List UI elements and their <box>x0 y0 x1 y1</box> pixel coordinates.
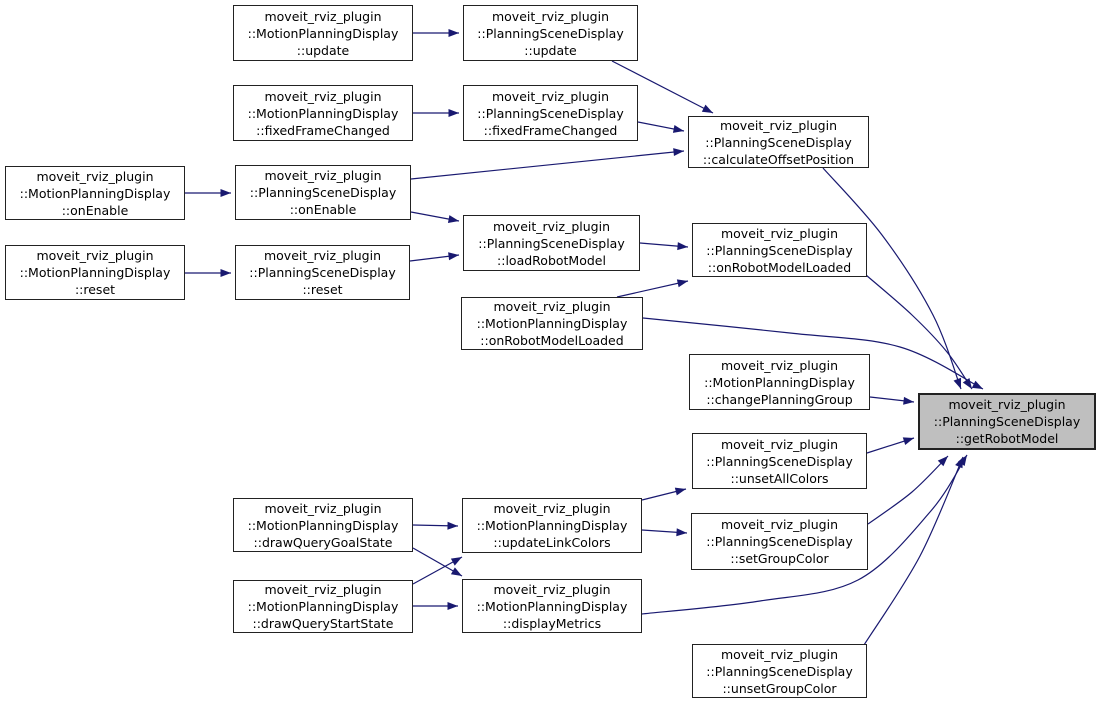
node-label-line: moveit_rviz_plugin <box>491 88 610 104</box>
node-label-line: ::PlanningSceneDisplay <box>477 25 624 41</box>
node-label-line: ::changePlanningGroup <box>706 391 853 407</box>
graph-node-mpd-displaymetrics[interactable] <box>462 579 642 633</box>
edge-psd-onrobotmodelloaded-to-psd-getrobotmodel <box>866 275 972 389</box>
node-label-line: ::onRobotModelLoaded <box>707 259 852 275</box>
node-label-line: moveit_rviz_plugin <box>492 218 611 234</box>
node-label-line: ::onEnable <box>289 202 357 217</box>
edge-mpd-changeplanninggroup-to-psd-getrobotmodel <box>870 397 914 402</box>
edge-mpd-updatelinkcolors-to-psd-unsetallcolors <box>642 489 686 500</box>
node-label-line: ::drawQueryStartState <box>252 616 394 631</box>
node-label-line: moveit_rviz_plugin <box>264 88 382 104</box>
node-label-line: ::PlanningSceneDisplay <box>706 453 853 469</box>
node-label-line: ::calculateOffsetPosition <box>702 151 855 167</box>
edge-psd-setgroupcolor-to-psd-getrobotmodel <box>868 456 948 524</box>
node-label-line: moveit_rviz_plugin <box>720 225 839 241</box>
node-label-line: moveit_rviz_plugin <box>264 582 382 597</box>
edge-psd-loadrobotmodel-to-psd-onrobotmodelloaded <box>640 243 688 247</box>
node-label-line: moveit_rviz_plugin <box>720 436 839 452</box>
edge-mpd-drawquerystartstate-to-mpd-updatelinkcolors <box>413 557 462 584</box>
node-label-line: ::MotionPlanningDisplay <box>19 185 171 201</box>
node-label-line: ::update <box>524 42 577 58</box>
edge-mpd-drawquerygoalstate-to-mpd-displaymetrics <box>413 548 462 576</box>
graph-node-psd-unsetallcolors[interactable] <box>692 433 867 489</box>
node-label-line: ::PlanningSceneDisplay <box>477 105 624 121</box>
graph-node-psd-onenable[interactable] <box>235 165 411 220</box>
graph-node-mpd-onenable[interactable] <box>5 166 185 220</box>
graph-node-mpd-updatelinkcolors[interactable] <box>462 498 642 553</box>
node-label-line: ::MotionPlanningDisplay <box>19 265 171 280</box>
node-label-line: ::setGroupColor <box>730 551 829 566</box>
edge-mpd-onrobotmodelloaded-to-psd-onrobotmodelloaded <box>617 281 688 297</box>
graph-node-mpd-reset[interactable] <box>5 245 185 300</box>
node-label-line: ::fixedFrameChanged <box>256 122 390 138</box>
node-label-line: moveit_rviz_plugin <box>264 500 382 516</box>
node-label-line: ::unsetGroupColor <box>722 680 837 696</box>
node-label-line: moveit_rviz_plugin <box>493 501 611 516</box>
node-label-line: moveit_rviz_plugin <box>948 397 1066 412</box>
node-label-line: ::PlanningSceneDisplay <box>478 235 625 251</box>
node-label-line: moveit_rviz_plugin <box>720 646 839 662</box>
node-label-line: ::MotionPlanningDisplay <box>247 517 399 533</box>
node-label-line: moveit_rviz_plugin <box>720 357 839 373</box>
node-label-line: moveit_rviz_plugin <box>491 8 610 24</box>
node-label-line: moveit_rviz_plugin <box>493 581 611 597</box>
graph-node-psd-update[interactable] <box>463 5 638 61</box>
node-label-line: ::MotionPlanningDisplay <box>247 25 399 41</box>
node-label-line: ::PlanningSceneDisplay <box>706 242 853 258</box>
graph-node-psd-setgroupcolor[interactable] <box>691 513 868 570</box>
node-label-line: ::PlanningSceneDisplay <box>249 265 396 280</box>
graph-node-mpd-fixedframechanged[interactable] <box>233 85 413 141</box>
node-label-line: ::PlanningSceneDisplay <box>706 534 853 549</box>
graph-node-psd-getrobotmodel <box>918 393 1096 450</box>
node-label-line: ::getRobotModel <box>955 431 1059 446</box>
node-label-line: ::MotionPlanningDisplay <box>247 105 399 121</box>
node-label-line: ::MotionPlanningDisplay <box>476 518 628 533</box>
graph-node-psd-loadrobotmodel[interactable] <box>463 215 640 271</box>
graph-node-mpd-update[interactable] <box>233 5 413 61</box>
graph-node-mpd-onrobotmodelloaded[interactable] <box>461 297 643 350</box>
edge-psd-reset-to-psd-loadrobotmodel <box>410 255 459 261</box>
node-label-line: ::onRobotModelLoaded <box>480 333 624 348</box>
graph-node-psd-calculateoffsetposition[interactable] <box>688 116 869 168</box>
graph-node-psd-unsetgroupcolor[interactable] <box>692 644 867 698</box>
graph-node-mpd-changeplanninggroup[interactable] <box>689 354 870 410</box>
node-label-line: ::PlanningSceneDisplay <box>249 185 397 200</box>
graph-node-psd-onrobotmodelloaded[interactable] <box>692 223 867 277</box>
node-label-line: moveit_rviz_plugin <box>720 517 839 532</box>
edge-psd-onenable-to-psd-calculateoffsetposition <box>411 151 684 179</box>
edge-psd-fixedframechanged-to-psd-calculateoffsetposition <box>638 122 684 131</box>
node-label-line: ::PlanningSceneDisplay <box>933 414 1081 429</box>
edge-mpd-drawquerygoalstate-to-mpd-updatelinkcolors <box>413 525 458 526</box>
node-label-line: ::update <box>296 42 350 58</box>
graph-node-mpd-drawquerystartstate[interactable] <box>233 580 413 633</box>
node-label-line: ::PlanningSceneDisplay <box>706 663 853 679</box>
graph-node-psd-reset[interactable] <box>235 245 410 300</box>
node-label-line: ::displayMetrics <box>502 615 602 631</box>
node-label-line: moveit_rviz_plugin <box>719 117 838 133</box>
edge-psd-unsetallcolors-to-psd-getrobotmodel <box>867 438 914 453</box>
edge-psd-onenable-to-psd-loadrobotmodel <box>411 212 459 221</box>
node-label-line: ::MotionPlanningDisplay <box>247 599 399 614</box>
node-label-line: ::drawQueryGoalState <box>253 534 393 550</box>
node-label-line: ::reset <box>74 282 116 297</box>
graph-node-psd-fixedframechanged[interactable] <box>463 85 638 141</box>
node-label-line: ::updateLinkColors <box>493 535 611 550</box>
node-label-line: ::PlanningSceneDisplay <box>705 134 852 150</box>
node-label-line: ::MotionPlanningDisplay <box>704 374 855 390</box>
node-label-line: ::MotionPlanningDisplay <box>476 598 628 614</box>
graph-node-mpd-drawquerygoalstate[interactable] <box>233 498 413 552</box>
node-label-line: moveit_rviz_plugin <box>36 168 154 184</box>
node-label-line: ::MotionPlanningDisplay <box>476 316 628 331</box>
node-label-line: moveit_rviz_plugin <box>264 168 382 183</box>
node-label-line: ::reset <box>302 282 343 297</box>
edge-psd-unsetgroupcolor-to-psd-getrobotmodel <box>864 457 963 645</box>
node-label-line: ::fixedFrameChanged <box>483 122 618 138</box>
node-label-line: moveit_rviz_plugin <box>263 248 382 263</box>
node-label-line: ::loadRobotModel <box>497 252 606 268</box>
node-label-line: moveit_rviz_plugin <box>493 299 611 314</box>
node-label-line: moveit_rviz_plugin <box>264 8 382 24</box>
node-label-line: ::unsetAllColors <box>730 470 829 486</box>
node-label-line: moveit_rviz_plugin <box>36 248 154 263</box>
node-label-line: ::onEnable <box>61 202 129 218</box>
edge-mpd-updatelinkcolors-to-psd-setgroupcolor <box>642 530 687 533</box>
